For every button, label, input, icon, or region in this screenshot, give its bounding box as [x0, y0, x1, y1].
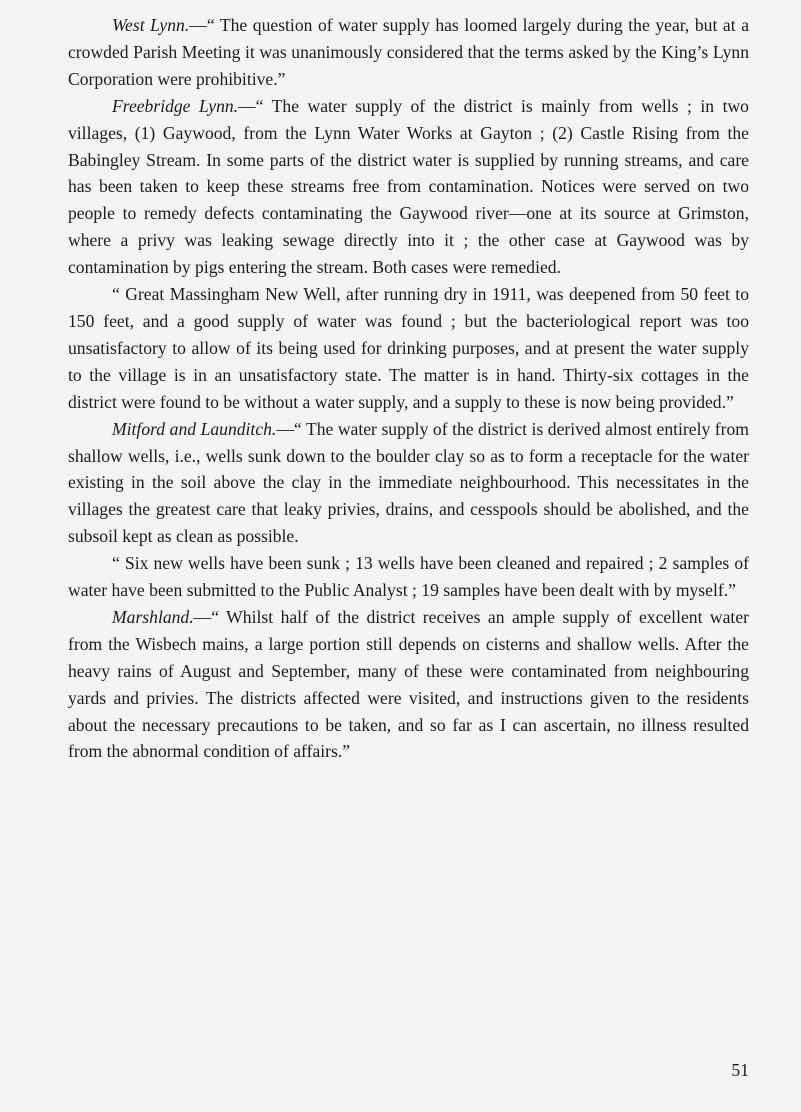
paragraph-freebridge-lynn	[68, 93, 749, 281]
paragraph-west-lynn	[68, 12, 749, 93]
document-page	[68, 12, 749, 765]
paragraph-text: —“ The question of water supply has loomed largely during the year, but at a crowded Parish Meeting it was unanimously considered that the terms asked by the King’s Lynn Corporation were prohibitive.”	[68, 15, 750, 89]
place-name: Marshland.	[112, 606, 194, 627]
paragraph-text: “ Great Massingham New Well, after running dry in 1911, was deepened from 50 feet to 150 feet, and a good supply of water was found ; but the bacteriological report was too unsatisfactory to allow of its being used for drinking purposes, and at present the water supply to the village is in an unsatisfactory state. The matter is in hand. Thirty-six cottages in the district were found to be without a water supply, and a supply to these is now being provided.”	[68, 284, 749, 412]
place-name: Mitford and Launditch.	[112, 418, 277, 439]
paragraph-text: “ Six new wells have been sunk ; 13 wells have been cleaned and repaired ; 2 samples of water have been submitted to the Public Analyst ; 19 samples have been dealt with by myself.”	[68, 553, 749, 601]
paragraph-mitford-launditch	[68, 416, 749, 551]
paragraph-marshland	[68, 604, 749, 765]
paragraph-text: —“ The water supply of the district is mainly from wells ; in two villages, (1) Gaywood, from the Lynn Water Works at Gayton ; (2) Castle Rising from the Babingley Stream. In some parts of the district water is supplied by running streams, and care has been taken to keep these streams free from contamination. Notices were served on two people to remedy defects contaminating the Gaywood river—one at its source at Grimston, where a privy was leaking sewage directly into it ; the other case at Gaywood was by contamination by pigs entering the stream. Both cases were remedied.	[68, 95, 749, 278]
page-number: 51	[731, 1060, 749, 1080]
place-name: West Lynn.	[112, 15, 190, 35]
paragraph-new-wells	[68, 550, 749, 604]
place-name: Freebridge Lynn.	[112, 95, 239, 116]
paragraph-text: —“ The water supply of the district is derived almost entirely from shallow wells, i.e., wells sunk down to the boulder clay so as to form a receptacle for the water existing in the soil above the clay in the immediate neighbourhood. This necessitates in the villages the greatest care that leaky privies, drains, and cesspools should be abolished, and the subsoil kept as clean as possible.	[68, 418, 749, 547]
paragraph-text: —“ Whilst half of the district receives an ample supply of excellent water from the Wisbech mains, a large portion still depends on cisterns and shallow wells. After the heavy rains of August and September, many of these were contaminated from neighbouring yards and privies. The districts affected were visited, and instructions given to the residents about the necessary precautions to be taken, and so far as I can ascertain, no illness resulted from the abnormal condition of affairs.”	[68, 606, 749, 762]
paragraph-great-massingham	[68, 281, 749, 416]
